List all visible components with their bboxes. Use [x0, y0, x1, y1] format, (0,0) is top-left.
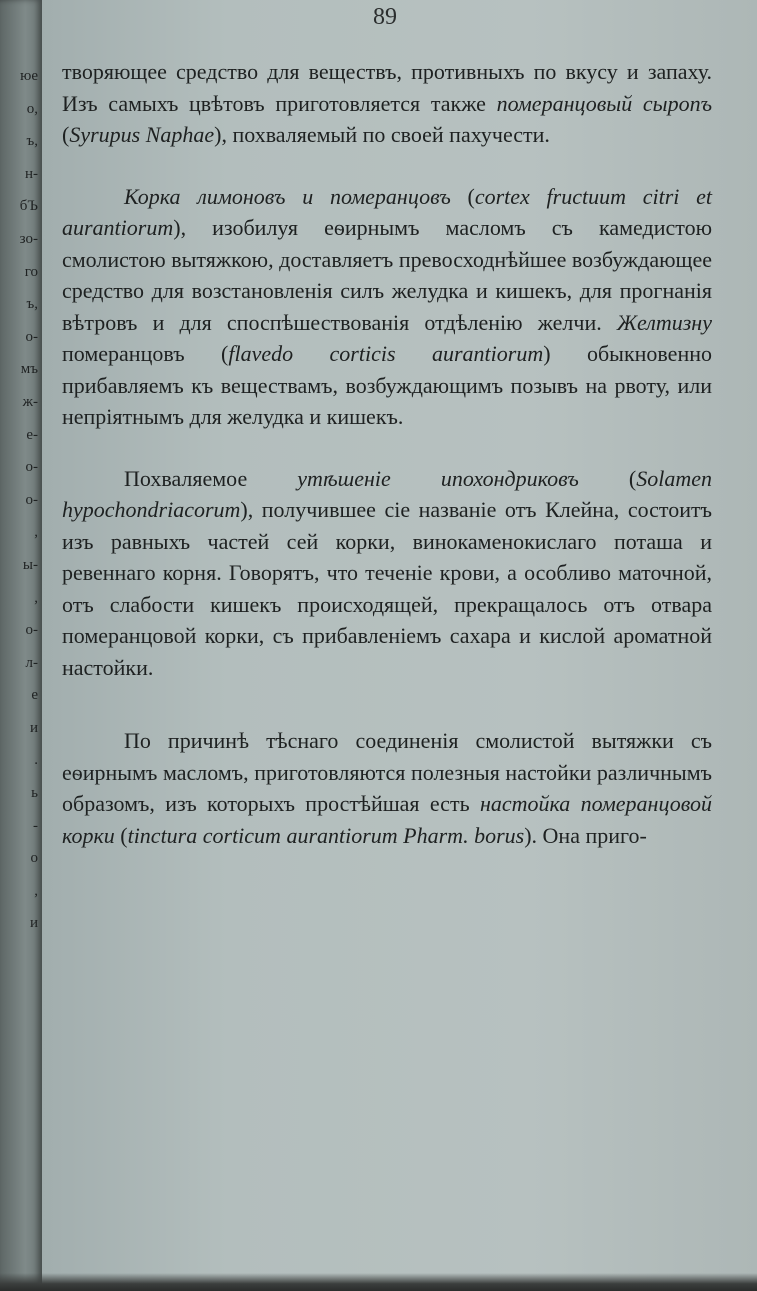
text-run: ), похваляемый по своей пахучести. [214, 122, 550, 147]
italic-run: cortex fructuum citri et aurantiorum [62, 183, 712, 240]
text-run: ). Она приго- [524, 822, 647, 848]
paragraph-2 [62, 181, 712, 433]
paragraph-3 [62, 463, 712, 684]
text-run: ), получившее сіе названіе отъ Клейна, состоитъ изъ равныхъ частей сей корки, винокаменокислаго поташа и ревеннаго корня. Говорятъ, что теченіе крови, а особливо маточной, отъ слабости кишекъ происходящей, прекращалось отъ отвара померанцовой корки, съ прибавленіемъ сахара и кислой ароматной настойки. [62, 497, 712, 680]
italic-run: tinctura corticum aurantiorum Pharm. borus [127, 822, 525, 848]
page-number: 89 [373, 4, 397, 30]
paragraph-4 [62, 725, 712, 851]
italic-run: Syrupus Naphae [69, 122, 215, 147]
text-run: ) обыкновенно прибавляемъ къ веществамъ, возбуждающимъ позывъ на рвоту, или непріятнымъ для желудка и кишекъ. [62, 341, 712, 429]
italic-run: Solamen hypochondriacorum [62, 465, 712, 522]
text-run: творяющее средство для веществъ, противныхъ по вкусу и запаху. Изъ самыхъ цвѣтовъ приготовляется также [62, 59, 712, 116]
text-run: ( [62, 122, 70, 147]
text-run: По причинѣ тѣснаго соединенія смолистой вытяжки съ еѳирнымъ масломъ, приготовляются полезныя настойки различнымъ образомъ, изъ которыхъ простѣйшая есть [62, 728, 712, 816]
previous-page-edge [0, 0, 42, 1291]
italic-run: настойка померанцовой корки [62, 791, 712, 848]
margin-fragments: юе о, ъ, н- бЪ зо- го ъ, о- мъ ж- е- о- о- , ы- , о- л- е и . ь - о , и [19, 68, 38, 932]
italic-run: flavedo corticis aurantiorum [228, 341, 544, 366]
text-run: ), изобилуя еѳирнымъ масломъ съ камедистою смолистою вытяжкою, доставляетъ превосходнѣйшее возбуждающее средство для возстановленія силъ желудка и кишекъ, для прогнанія вѣтровъ и для споспѣшествованія отдѣленію желчи. [62, 215, 712, 335]
text-run: ( [450, 183, 475, 209]
body-text [62, 56, 712, 851]
paragraph-1 [62, 56, 712, 151]
text-run: Похваляемое [124, 465, 298, 491]
italic-run: померанцовый сыропъ [496, 90, 712, 116]
text-run: померанцовъ ( [62, 341, 229, 366]
italic-run: утѣшеніе ипохондриковъ [297, 465, 579, 491]
page-bottom-edge [0, 1273, 757, 1291]
text-run: ( [578, 465, 637, 491]
text-run: ( [114, 822, 128, 848]
italic-run: Желтизну [616, 309, 712, 335]
italic-run: Корка лимоновъ и померанцовъ [124, 183, 451, 209]
